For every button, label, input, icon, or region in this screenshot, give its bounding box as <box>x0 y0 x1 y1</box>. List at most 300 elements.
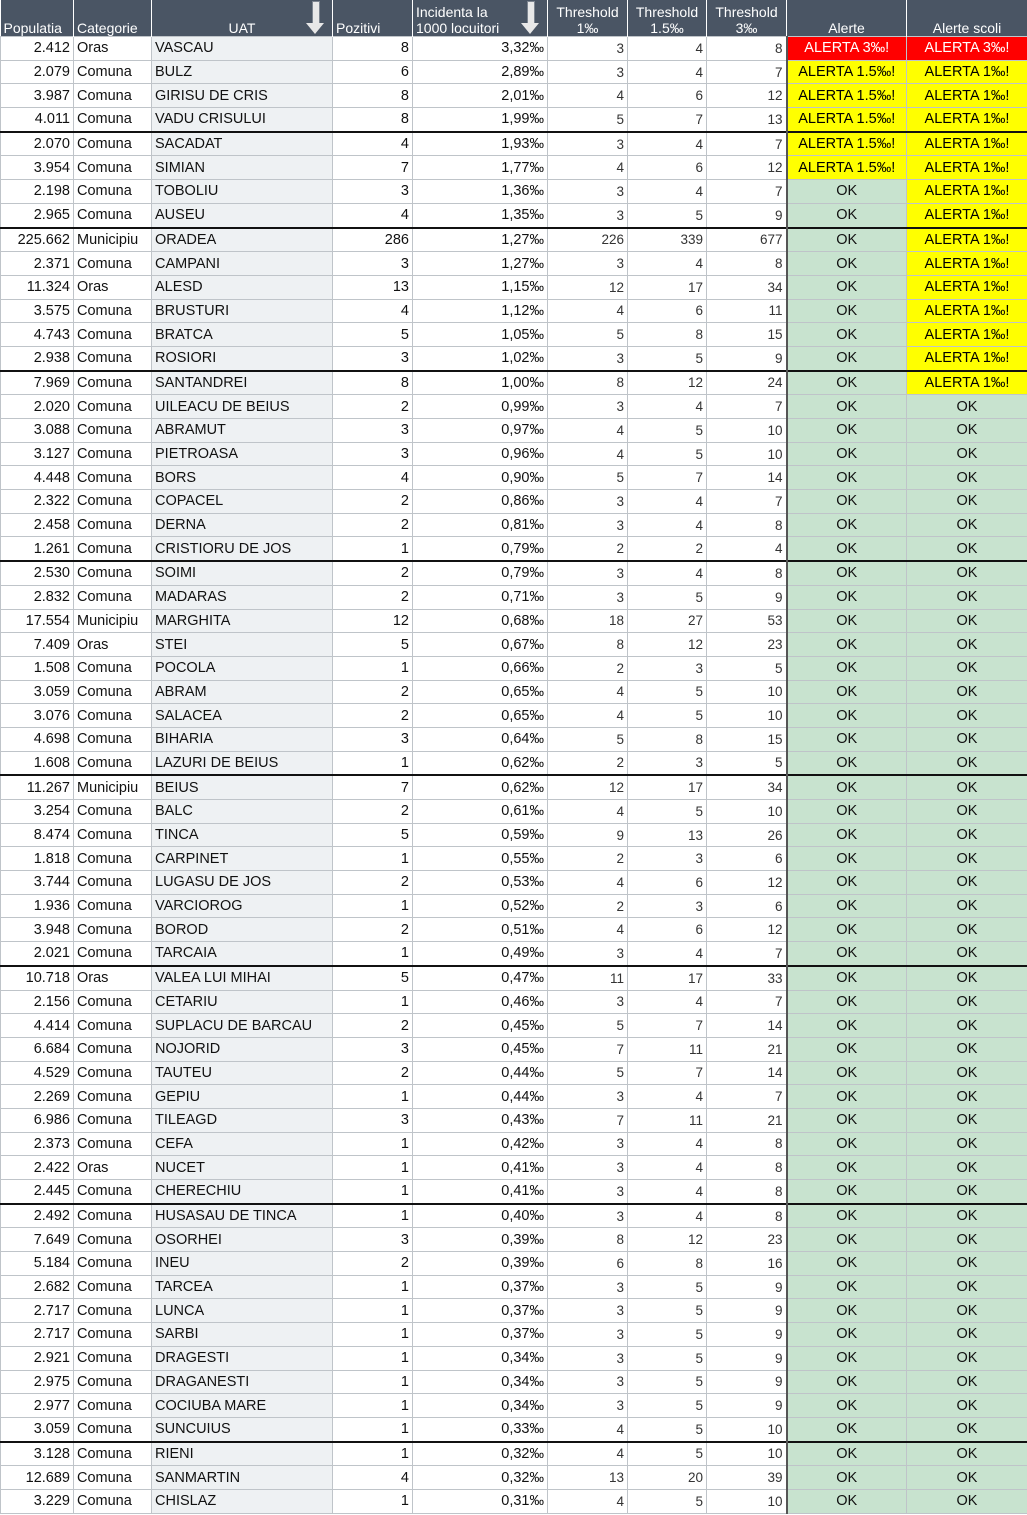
threshold-3-cell[interactable]: 9 <box>707 203 787 227</box>
threshold-1-cell[interactable]: 3 <box>548 180 628 204</box>
alerte-cell[interactable]: ALERTA 1.5‰! <box>787 84 907 108</box>
populatia-cell[interactable]: 2.373 <box>1 1132 74 1156</box>
categorie-cell[interactable]: Comuna <box>74 1228 152 1252</box>
uat-cell[interactable]: CHERECHIU <box>152 1180 333 1204</box>
alerte-cell[interactable]: OK <box>787 346 907 370</box>
populatia-cell[interactable]: 2.269 <box>1 1085 74 1109</box>
threshold-3-cell[interactable]: 7 <box>707 132 787 156</box>
incidenta-cell[interactable]: 0,45‰ <box>413 1014 548 1038</box>
categorie-cell[interactable]: Comuna <box>74 561 152 585</box>
threshold-3-cell[interactable]: 7 <box>707 395 787 419</box>
incidenta-cell[interactable]: 0,68‰ <box>413 609 548 633</box>
alerte-scoli-cell[interactable]: OK <box>907 1442 1027 1466</box>
uat-cell[interactable]: BOROD <box>152 918 333 942</box>
incidenta-cell[interactable]: 0,40‰ <box>413 1204 548 1228</box>
categorie-cell[interactable]: Comuna <box>74 727 152 751</box>
incidenta-cell[interactable]: 0,52‰ <box>413 894 548 918</box>
uat-cell[interactable]: TINCA <box>152 823 333 847</box>
incidenta-cell[interactable]: 0,32‰ <box>413 1442 548 1466</box>
populatia-cell[interactable]: 6.986 <box>1 1108 74 1132</box>
alerte-scoli-cell[interactable]: OK <box>907 847 1027 871</box>
threshold-1-cell[interactable]: 4 <box>548 800 628 824</box>
threshold-1-cell[interactable]: 4 <box>548 442 628 466</box>
threshold-3-cell[interactable]: 8 <box>707 1180 787 1204</box>
threshold-1-cell[interactable]: 3 <box>548 203 628 227</box>
alerte-cell[interactable]: OK <box>787 1085 907 1109</box>
threshold-15-cell[interactable]: 4 <box>628 990 707 1014</box>
pozitivi-cell[interactable]: 12 <box>333 609 413 633</box>
threshold-15-cell[interactable]: 4 <box>628 37 707 61</box>
threshold-3-cell[interactable]: 9 <box>707 1346 787 1370</box>
pozitivi-cell[interactable]: 8 <box>333 84 413 108</box>
threshold-15-cell[interactable]: 5 <box>628 680 707 704</box>
incidenta-cell[interactable]: 1,93‰ <box>413 132 548 156</box>
threshold-15-cell[interactable]: 5 <box>628 1417 707 1441</box>
threshold-3-cell[interactable]: 15 <box>707 323 787 347</box>
alerte-scoli-cell[interactable]: OK <box>907 1417 1027 1441</box>
uat-cell[interactable]: SIMIAN <box>152 156 333 180</box>
pozitivi-cell[interactable]: 8 <box>333 37 413 61</box>
threshold-15-cell[interactable]: 6 <box>628 918 707 942</box>
alerte-scoli-cell[interactable]: ALERTA 1‰! <box>907 60 1027 84</box>
uat-cell[interactable]: LUGASU DE JOS <box>152 871 333 895</box>
threshold-15-cell[interactable]: 6 <box>628 156 707 180</box>
threshold-1-cell[interactable]: 3 <box>548 513 628 537</box>
threshold-1-cell[interactable]: 3 <box>548 1299 628 1323</box>
threshold-3-cell[interactable]: 10 <box>707 704 787 728</box>
uat-cell[interactable]: SANTANDREI <box>152 371 333 395</box>
categorie-cell[interactable]: Comuna <box>74 1323 152 1347</box>
header-categorie[interactable] <box>74 0 152 37</box>
alerte-cell[interactable]: OK <box>787 561 907 585</box>
populatia-cell[interactable]: 17.554 <box>1 609 74 633</box>
incidenta-cell[interactable]: 0,39‰ <box>413 1252 548 1276</box>
threshold-15-cell[interactable]: 2 <box>628 537 707 561</box>
incidenta-cell[interactable]: 0,41‰ <box>413 1156 548 1180</box>
threshold-1-cell[interactable]: 6 <box>548 1252 628 1276</box>
alerte-scoli-cell[interactable]: OK <box>907 1466 1027 1490</box>
uat-cell[interactable]: VASCAU <box>152 37 333 61</box>
threshold-3-cell[interactable]: 7 <box>707 942 787 966</box>
alerte-cell[interactable]: OK <box>787 680 907 704</box>
threshold-15-cell[interactable]: 7 <box>628 108 707 132</box>
alerte-cell[interactable]: OK <box>787 823 907 847</box>
threshold-15-cell[interactable]: 5 <box>628 1394 707 1418</box>
incidenta-cell[interactable]: 0,59‰ <box>413 823 548 847</box>
populatia-cell[interactable]: 3.059 <box>1 1417 74 1441</box>
incidenta-cell[interactable]: 0,37‰ <box>413 1275 548 1299</box>
threshold-3-cell[interactable]: 6 <box>707 894 787 918</box>
pozitivi-cell[interactable]: 1 <box>333 1323 413 1347</box>
threshold-3-cell[interactable]: 10 <box>707 800 787 824</box>
threshold-15-cell[interactable]: 5 <box>628 1489 707 1513</box>
threshold-3-cell[interactable]: 14 <box>707 1014 787 1038</box>
categorie-cell[interactable]: Oras <box>74 966 152 990</box>
alerte-cell[interactable]: OK <box>787 1108 907 1132</box>
uat-cell[interactable]: POCOLA <box>152 656 333 680</box>
threshold-15-cell[interactable]: 5 <box>628 1370 707 1394</box>
threshold-3-cell[interactable]: 8 <box>707 513 787 537</box>
categorie-cell[interactable]: Comuna <box>74 585 152 609</box>
pozitivi-cell[interactable]: 7 <box>333 156 413 180</box>
uat-cell[interactable]: SALACEA <box>152 704 333 728</box>
categorie-cell[interactable]: Comuna <box>74 1252 152 1276</box>
threshold-15-cell[interactable]: 5 <box>628 346 707 370</box>
incidenta-cell[interactable]: 1,99‰ <box>413 108 548 132</box>
uat-cell[interactable]: COCIUBA MARE <box>152 1394 333 1418</box>
alerte-scoli-cell[interactable]: OK <box>907 1323 1027 1347</box>
threshold-15-cell[interactable]: 4 <box>628 513 707 537</box>
uat-cell[interactable]: VARCIOROG <box>152 894 333 918</box>
pozitivi-cell[interactable]: 286 <box>333 228 413 252</box>
threshold-15-cell[interactable]: 4 <box>628 132 707 156</box>
categorie-cell[interactable]: Comuna <box>74 371 152 395</box>
incidenta-cell[interactable]: 1,00‰ <box>413 371 548 395</box>
incidenta-cell[interactable]: 1,36‰ <box>413 180 548 204</box>
categorie-cell[interactable]: Comuna <box>74 180 152 204</box>
threshold-3-cell[interactable]: 10 <box>707 419 787 443</box>
threshold-15-cell[interactable]: 4 <box>628 561 707 585</box>
alerte-cell[interactable]: OK <box>787 1394 907 1418</box>
categorie-cell[interactable]: Comuna <box>74 1466 152 1490</box>
uat-cell[interactable]: CEFA <box>152 1132 333 1156</box>
threshold-1-cell[interactable]: 4 <box>548 1442 628 1466</box>
incidenta-cell[interactable]: 0,53‰ <box>413 871 548 895</box>
populatia-cell[interactable]: 1.818 <box>1 847 74 871</box>
threshold-3-cell[interactable]: 7 <box>707 1085 787 1109</box>
uat-cell[interactable]: CRISTIORU DE JOS <box>152 537 333 561</box>
incidenta-cell[interactable]: 0,65‰ <box>413 704 548 728</box>
populatia-cell[interactable]: 3.059 <box>1 680 74 704</box>
threshold-3-cell[interactable]: 7 <box>707 60 787 84</box>
categorie-cell[interactable]: Comuna <box>74 871 152 895</box>
uat-cell[interactable]: TILEAGD <box>152 1108 333 1132</box>
threshold-1-cell[interactable]: 3 <box>548 561 628 585</box>
threshold-3-cell[interactable]: 5 <box>707 751 787 775</box>
alerte-cell[interactable]: OK <box>787 1204 907 1228</box>
threshold-1-cell[interactable]: 3 <box>548 1132 628 1156</box>
categorie-cell[interactable]: Comuna <box>74 656 152 680</box>
threshold-1-cell[interactable]: 3 <box>548 60 628 84</box>
threshold-15-cell[interactable]: 5 <box>628 1275 707 1299</box>
alerte-scoli-cell[interactable]: OK <box>907 1180 1027 1204</box>
alerte-cell[interactable]: OK <box>787 180 907 204</box>
incidenta-cell[interactable]: 0,61‰ <box>413 800 548 824</box>
threshold-3-cell[interactable]: 8 <box>707 1132 787 1156</box>
alerte-cell[interactable]: OK <box>787 609 907 633</box>
alerte-scoli-cell[interactable]: OK <box>907 466 1027 490</box>
populatia-cell[interactable]: 2.020 <box>1 395 74 419</box>
threshold-1-cell[interactable]: 4 <box>548 680 628 704</box>
threshold-1-cell[interactable]: 18 <box>548 609 628 633</box>
threshold-3-cell[interactable]: 21 <box>707 1037 787 1061</box>
threshold-3-cell[interactable]: 12 <box>707 84 787 108</box>
pozitivi-cell[interactable]: 8 <box>333 371 413 395</box>
alerte-scoli-cell[interactable]: OK <box>907 1061 1027 1085</box>
pozitivi-cell[interactable]: 3 <box>333 346 413 370</box>
categorie-cell[interactable]: Comuna <box>74 84 152 108</box>
populatia-cell[interactable]: 2.977 <box>1 1394 74 1418</box>
categorie-cell[interactable]: Comuna <box>74 1037 152 1061</box>
threshold-3-cell[interactable]: 53 <box>707 609 787 633</box>
categorie-cell[interactable]: Comuna <box>74 1299 152 1323</box>
pozitivi-cell[interactable]: 3 <box>333 419 413 443</box>
incidenta-cell[interactable]: 0,64‰ <box>413 727 548 751</box>
uat-cell[interactable]: VALEA LUI MIHAI <box>152 966 333 990</box>
populatia-cell[interactable]: 7.409 <box>1 633 74 657</box>
threshold-15-cell[interactable]: 4 <box>628 180 707 204</box>
uat-cell[interactable]: ROSIORI <box>152 346 333 370</box>
pozitivi-cell[interactable]: 1 <box>333 1204 413 1228</box>
categorie-cell[interactable]: Municipiu <box>74 775 152 799</box>
populatia-cell[interactable]: 12.689 <box>1 1466 74 1490</box>
pozitivi-cell[interactable]: 1 <box>333 656 413 680</box>
populatia-cell[interactable]: 2.070 <box>1 132 74 156</box>
uat-cell[interactable]: STEI <box>152 633 333 657</box>
threshold-15-cell[interactable]: 5 <box>628 419 707 443</box>
populatia-cell[interactable]: 2.422 <box>1 1156 74 1180</box>
pozitivi-cell[interactable]: 2 <box>333 680 413 704</box>
pozitivi-cell[interactable]: 2 <box>333 704 413 728</box>
alerte-cell[interactable]: OK <box>787 1370 907 1394</box>
populatia-cell[interactable]: 2.921 <box>1 1346 74 1370</box>
populatia-cell[interactable]: 2.938 <box>1 346 74 370</box>
threshold-1-cell[interactable]: 9 <box>548 823 628 847</box>
threshold-15-cell[interactable]: 4 <box>628 395 707 419</box>
pozitivi-cell[interactable]: 5 <box>333 633 413 657</box>
alerte-scoli-cell[interactable]: ALERTA 1‰! <box>907 132 1027 156</box>
alerte-scoli-cell[interactable]: OK <box>907 395 1027 419</box>
categorie-cell[interactable]: Comuna <box>74 537 152 561</box>
incidenta-cell[interactable]: 0,67‰ <box>413 633 548 657</box>
pozitivi-cell[interactable]: 3 <box>333 1108 413 1132</box>
threshold-1-cell[interactable]: 12 <box>548 775 628 799</box>
categorie-cell[interactable]: Comuna <box>74 704 152 728</box>
populatia-cell[interactable]: 2.832 <box>1 585 74 609</box>
threshold-3-cell[interactable]: 39 <box>707 1466 787 1490</box>
uat-cell[interactable]: GIRISU DE CRIS <box>152 84 333 108</box>
categorie-cell[interactable]: Comuna <box>74 323 152 347</box>
populatia-cell[interactable]: 10.718 <box>1 966 74 990</box>
incidenta-cell[interactable]: 0,66‰ <box>413 656 548 680</box>
uat-cell[interactable]: GEPIU <box>152 1085 333 1109</box>
alerte-scoli-cell[interactable]: OK <box>907 1228 1027 1252</box>
threshold-1-cell[interactable]: 4 <box>548 704 628 728</box>
threshold-3-cell[interactable]: 10 <box>707 1489 787 1513</box>
pozitivi-cell[interactable]: 7 <box>333 775 413 799</box>
alerte-cell[interactable]: OK <box>787 252 907 276</box>
pozitivi-cell[interactable]: 4 <box>333 299 413 323</box>
threshold-3-cell[interactable]: 7 <box>707 990 787 1014</box>
populatia-cell[interactable]: 2.458 <box>1 513 74 537</box>
categorie-cell[interactable]: Comuna <box>74 156 152 180</box>
threshold-1-cell[interactable]: 5 <box>548 1061 628 1085</box>
threshold-1-cell[interactable]: 4 <box>548 156 628 180</box>
categorie-cell[interactable]: Comuna <box>74 942 152 966</box>
uat-cell[interactable]: SOIMI <box>152 561 333 585</box>
alerte-scoli-cell[interactable]: OK <box>907 800 1027 824</box>
categorie-cell[interactable]: Oras <box>74 633 152 657</box>
alerte-cell[interactable]: OK <box>787 1180 907 1204</box>
incidenta-cell[interactable]: 0,31‰ <box>413 1489 548 1513</box>
pozitivi-cell[interactable]: 1 <box>333 1442 413 1466</box>
threshold-3-cell[interactable]: 24 <box>707 371 787 395</box>
alerte-cell[interactable]: ALERTA 1.5‰! <box>787 60 907 84</box>
categorie-cell[interactable]: Comuna <box>74 1417 152 1441</box>
pozitivi-cell[interactable]: 2 <box>333 1061 413 1085</box>
threshold-15-cell[interactable]: 6 <box>628 871 707 895</box>
alerte-scoli-cell[interactable]: OK <box>907 419 1027 443</box>
threshold-15-cell[interactable]: 5 <box>628 203 707 227</box>
pozitivi-cell[interactable]: 2 <box>333 490 413 514</box>
alerte-scoli-cell[interactable]: OK <box>907 704 1027 728</box>
threshold-15-cell[interactable]: 4 <box>628 60 707 84</box>
uat-cell[interactable]: DRAGESTI <box>152 1346 333 1370</box>
pozitivi-cell[interactable]: 2 <box>333 1014 413 1038</box>
threshold-15-cell[interactable]: 5 <box>628 704 707 728</box>
alerte-cell[interactable]: OK <box>787 1346 907 1370</box>
threshold-3-cell[interactable]: 12 <box>707 918 787 942</box>
alerte-cell[interactable]: OK <box>787 1466 907 1490</box>
populatia-cell[interactable]: 2.156 <box>1 990 74 1014</box>
pozitivi-cell[interactable]: 4 <box>333 132 413 156</box>
alerte-scoli-cell[interactable]: OK <box>907 1014 1027 1038</box>
uat-cell[interactable]: BORS <box>152 466 333 490</box>
alerte-scoli-cell[interactable]: ALERTA 1‰! <box>907 299 1027 323</box>
threshold-1-cell[interactable]: 3 <box>548 346 628 370</box>
categorie-cell[interactable]: Oras <box>74 1156 152 1180</box>
incidenta-cell[interactable]: 1,27‰ <box>413 228 548 252</box>
incidenta-cell[interactable]: 0,33‰ <box>413 1417 548 1441</box>
categorie-cell[interactable]: Comuna <box>74 680 152 704</box>
populatia-cell[interactable]: 3.948 <box>1 918 74 942</box>
threshold-3-cell[interactable]: 9 <box>707 585 787 609</box>
alerte-scoli-cell[interactable]: ALERTA 1‰! <box>907 228 1027 252</box>
categorie-cell[interactable]: Comuna <box>74 442 152 466</box>
populatia-cell[interactable]: 1.508 <box>1 656 74 680</box>
categorie-cell[interactable]: Comuna <box>74 1061 152 1085</box>
threshold-3-cell[interactable]: 8 <box>707 1204 787 1228</box>
categorie-cell[interactable]: Comuna <box>74 1180 152 1204</box>
threshold-15-cell[interactable]: 27 <box>628 609 707 633</box>
uat-cell[interactable]: BULZ <box>152 60 333 84</box>
threshold-15-cell[interactable]: 5 <box>628 1323 707 1347</box>
alerte-cell[interactable]: OK <box>787 299 907 323</box>
uat-cell[interactable]: SARBI <box>152 1323 333 1347</box>
alerte-cell[interactable]: OK <box>787 751 907 775</box>
alerte-cell[interactable]: OK <box>787 894 907 918</box>
uat-cell[interactable]: LAZURI DE BEIUS <box>152 751 333 775</box>
alerte-scoli-cell[interactable]: OK <box>907 823 1027 847</box>
pozitivi-cell[interactable]: 1 <box>333 1346 413 1370</box>
populatia-cell[interactable]: 2.492 <box>1 1204 74 1228</box>
incidenta-cell[interactable]: 0,71‰ <box>413 585 548 609</box>
threshold-1-cell[interactable]: 4 <box>548 918 628 942</box>
threshold-3-cell[interactable]: 10 <box>707 1442 787 1466</box>
alerte-cell[interactable]: OK <box>787 419 907 443</box>
categorie-cell[interactable]: Comuna <box>74 990 152 1014</box>
pozitivi-cell[interactable]: 2 <box>333 561 413 585</box>
threshold-1-cell[interactable]: 5 <box>548 323 628 347</box>
populatia-cell[interactable]: 2.371 <box>1 252 74 276</box>
alerte-cell[interactable]: OK <box>787 1061 907 1085</box>
pozitivi-cell[interactable]: 1 <box>333 1180 413 1204</box>
alerte-cell[interactable]: OK <box>787 1442 907 1466</box>
pozitivi-cell[interactable]: 3 <box>333 1037 413 1061</box>
alerte-cell[interactable]: OK <box>787 704 907 728</box>
uat-cell[interactable]: VADU CRISULUI <box>152 108 333 132</box>
threshold-1-cell[interactable]: 5 <box>548 727 628 751</box>
incidenta-cell[interactable]: 0,45‰ <box>413 1037 548 1061</box>
threshold-1-cell[interactable]: 5 <box>548 108 628 132</box>
alerte-scoli-cell[interactable]: ALERTA 1‰! <box>907 323 1027 347</box>
alerte-cell[interactable]: OK <box>787 513 907 537</box>
incidenta-cell[interactable]: 1,35‰ <box>413 203 548 227</box>
incidenta-cell[interactable]: 0,32‰ <box>413 1466 548 1490</box>
populatia-cell[interactable]: 2.198 <box>1 180 74 204</box>
threshold-15-cell[interactable]: 17 <box>628 775 707 799</box>
uat-cell[interactable]: LUNCA <box>152 1299 333 1323</box>
alerte-cell[interactable]: OK <box>787 990 907 1014</box>
alerte-cell[interactable]: OK <box>787 1132 907 1156</box>
populatia-cell[interactable]: 2.445 <box>1 1180 74 1204</box>
populatia-cell[interactable]: 1.608 <box>1 751 74 775</box>
alerte-cell[interactable]: OK <box>787 966 907 990</box>
uat-cell[interactable]: DERNA <box>152 513 333 537</box>
alerte-cell[interactable]: OK <box>787 1014 907 1038</box>
header-uat[interactable] <box>152 0 333 37</box>
threshold-1-cell[interactable]: 3 <box>548 585 628 609</box>
incidenta-cell[interactable]: 0,55‰ <box>413 847 548 871</box>
alerte-scoli-cell[interactable]: OK <box>907 1489 1027 1513</box>
alerte-scoli-cell[interactable]: OK <box>907 1275 1027 1299</box>
threshold-15-cell[interactable]: 5 <box>628 585 707 609</box>
populatia-cell[interactable]: 3.128 <box>1 1442 74 1466</box>
pozitivi-cell[interactable]: 2 <box>333 585 413 609</box>
threshold-1-cell[interactable]: 3 <box>548 990 628 1014</box>
incidenta-cell[interactable]: 0,62‰ <box>413 751 548 775</box>
populatia-cell[interactable]: 4.414 <box>1 1014 74 1038</box>
alerte-scoli-cell[interactable]: OK <box>907 871 1027 895</box>
alerte-scoli-cell[interactable]: ALERTA 1‰! <box>907 346 1027 370</box>
uat-cell[interactable]: ORADEA <box>152 228 333 252</box>
categorie-cell[interactable]: Comuna <box>74 800 152 824</box>
threshold-15-cell[interactable]: 8 <box>628 1252 707 1276</box>
alerte-cell[interactable]: OK <box>787 442 907 466</box>
incidenta-cell[interactable]: 0,96‰ <box>413 442 548 466</box>
uat-cell[interactable]: HUSASAU DE TINCA <box>152 1204 333 1228</box>
uat-cell[interactable]: ABRAM <box>152 680 333 704</box>
threshold-1-cell[interactable]: 3 <box>548 1370 628 1394</box>
pozitivi-cell[interactable]: 3 <box>333 727 413 751</box>
incidenta-cell[interactable]: 0,43‰ <box>413 1108 548 1132</box>
alerte-scoli-cell[interactable]: OK <box>907 727 1027 751</box>
uat-cell[interactable]: RIENI <box>152 1442 333 1466</box>
incidenta-cell[interactable]: 0,44‰ <box>413 1085 548 1109</box>
uat-cell[interactable]: CETARIU <box>152 990 333 1014</box>
threshold-3-cell[interactable]: 12 <box>707 871 787 895</box>
threshold-15-cell[interactable]: 4 <box>628 1085 707 1109</box>
alerte-scoli-cell[interactable]: ALERTA 1‰! <box>907 203 1027 227</box>
pozitivi-cell[interactable]: 2 <box>333 1252 413 1276</box>
threshold-15-cell[interactable]: 8 <box>628 727 707 751</box>
threshold-3-cell[interactable]: 33 <box>707 966 787 990</box>
categorie-cell[interactable]: Municipiu <box>74 609 152 633</box>
threshold-15-cell[interactable]: 7 <box>628 466 707 490</box>
threshold-15-cell[interactable]: 7 <box>628 1061 707 1085</box>
threshold-1-cell[interactable]: 3 <box>548 1204 628 1228</box>
categorie-cell[interactable]: Comuna <box>74 490 152 514</box>
